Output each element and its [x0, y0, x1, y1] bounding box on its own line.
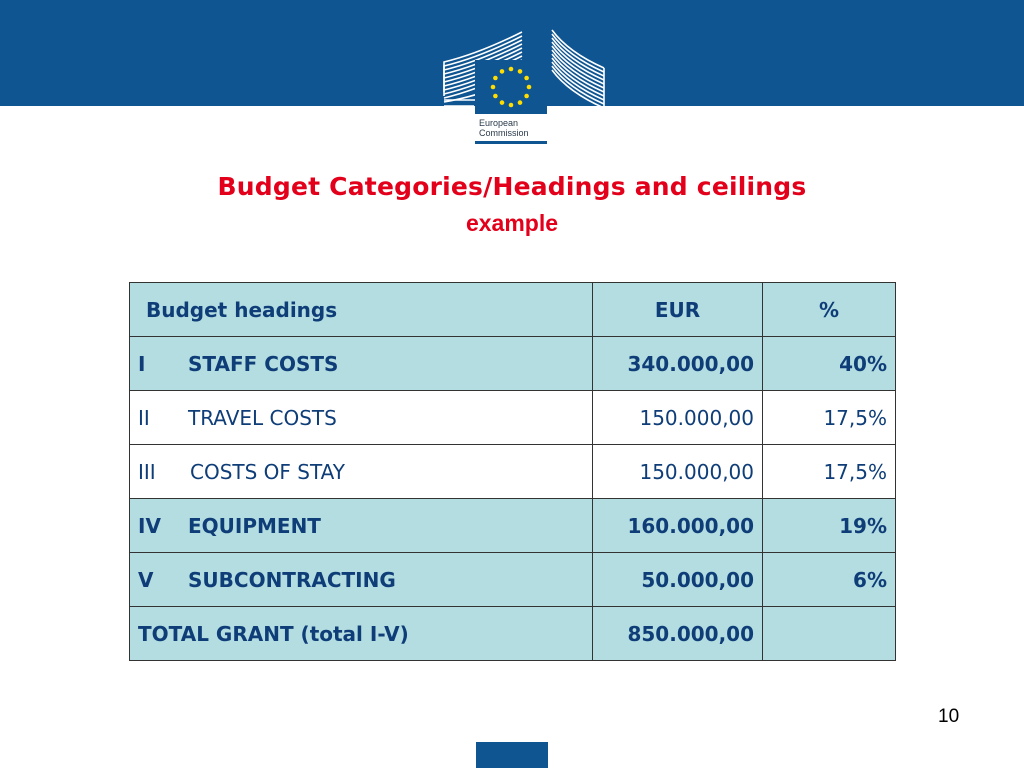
row-eur: 150.000,00: [593, 391, 763, 445]
row-eur: 340.000,00: [593, 337, 763, 391]
row-number: II: [138, 405, 150, 430]
header-percent: %: [763, 283, 896, 337]
table-row: [130, 499, 896, 553]
row-label: SUBCONTRACTING: [188, 567, 396, 592]
european-commission-logo: [438, 26, 610, 144]
row-eur: 50.000,00: [593, 553, 763, 607]
total-eur: 850.000,00: [593, 607, 763, 661]
row-number: IV: [138, 513, 161, 538]
row-percent: 19%: [763, 499, 896, 553]
row-label-cell: [130, 445, 593, 499]
row-eur: 150.000,00: [593, 445, 763, 499]
row-percent: 6%: [763, 553, 896, 607]
page-number: 10: [938, 706, 960, 727]
row-label-cell: [130, 391, 593, 445]
header-eur: EUR: [593, 283, 763, 337]
logo-wordmark: [479, 118, 529, 138]
row-label-cell: [130, 553, 593, 607]
logo-underline: [475, 141, 547, 144]
table-total-row: [130, 607, 896, 661]
row-label-cell: [130, 337, 593, 391]
table-row: [130, 553, 896, 607]
header-budget-headings: Budget headings: [130, 283, 593, 337]
footer-flag-strip: [476, 742, 548, 768]
row-percent: 17,5%: [763, 445, 896, 499]
row-eur: 160.000,00: [593, 499, 763, 553]
row-label-cell: [130, 499, 593, 553]
logo-text-line2: Commission: [479, 128, 529, 138]
row-number: III: [138, 459, 156, 484]
row-label: STAFF COSTS: [188, 351, 339, 376]
table-header-row: [130, 283, 896, 337]
table-row: [130, 337, 896, 391]
logo-text-line1: European: [479, 118, 519, 128]
budget-table: [129, 282, 896, 661]
slide-title: Budget Categories/Headings and ceilings: [217, 172, 807, 201]
row-number: I: [138, 351, 146, 376]
row-number: V: [138, 567, 154, 592]
slide-subtitle: example: [465, 210, 559, 236]
row-label: EQUIPMENT: [188, 513, 321, 538]
row-percent: 40%: [763, 337, 896, 391]
table-row: [130, 445, 896, 499]
eu-stars-icon: [475, 60, 547, 114]
eu-flag: [475, 60, 547, 114]
logo-emblem: [475, 60, 547, 144]
table-row: [130, 391, 896, 445]
total-percent: [763, 607, 896, 661]
row-label: TRAVEL COSTS: [188, 405, 337, 430]
total-label: TOTAL GRANT (total I-V): [130, 607, 593, 661]
row-label: COSTS OF STAY: [190, 459, 345, 484]
row-percent: 17,5%: [763, 391, 896, 445]
